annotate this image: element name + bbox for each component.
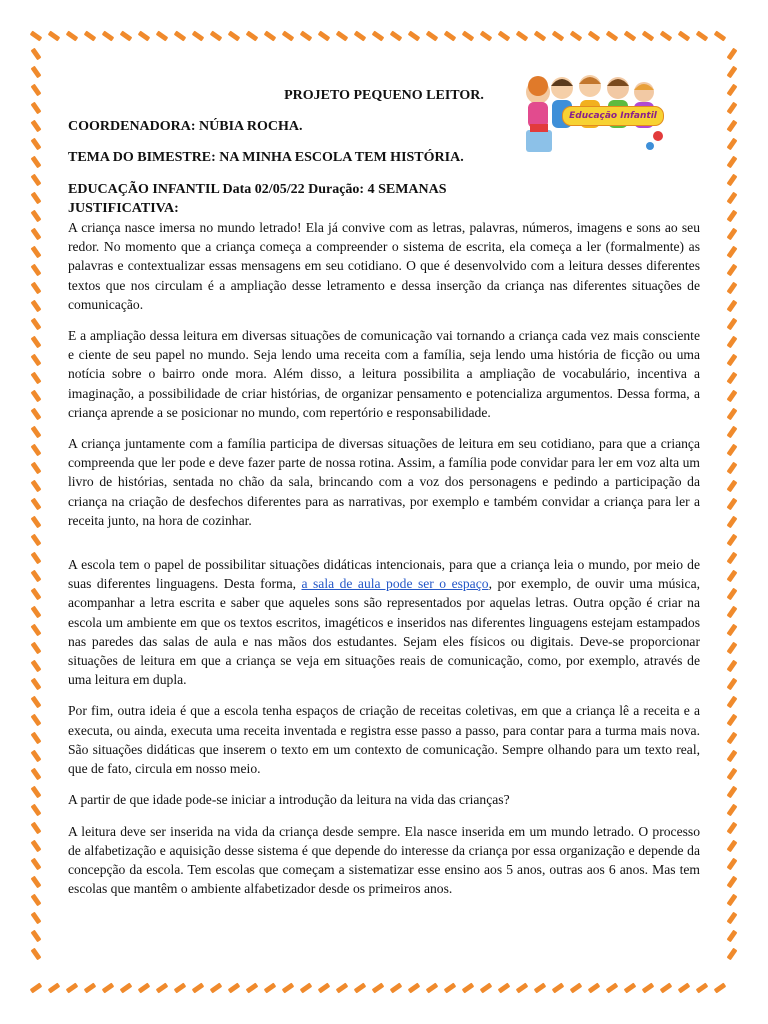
border-dash — [31, 444, 42, 457]
border-dash — [174, 31, 187, 42]
border-dash — [31, 570, 42, 583]
border-dash — [727, 570, 738, 583]
border-dash — [727, 372, 738, 385]
border-dash — [31, 300, 42, 313]
coordinator-line: COORDENADORA: NÚBIA ROCHA. — [68, 119, 303, 135]
border-dash — [390, 983, 403, 994]
border-dash — [480, 31, 493, 42]
border-dash — [31, 84, 42, 97]
border-dash — [31, 156, 42, 169]
border-dash — [31, 786, 42, 799]
border-dash — [228, 31, 241, 42]
border-dash — [138, 983, 151, 994]
border-dash — [354, 31, 367, 42]
paragraph-4-end: , por exemplo, de ouvir uma música, acompanhar a letra escrita e saber que aqueles sons são representados por aquelas letras. Outra opção é criar na escola um ambiente em que os textos escritos, imagéticos e inseridos nas diferentes linguagens estejam estampados nas paredes das salas de aula e nas mãos dos estudantes. Sejam eles físicos ou digitais. Deve-se proporcionar situações de leitura em que a criança se veja em situações reais de comunicação, como, por exemplo, através de uma leitura em dupla. — [68, 576, 700, 688]
border-dash — [30, 983, 43, 994]
border-dash — [318, 983, 331, 994]
border-dash — [727, 840, 738, 853]
border-dash — [727, 336, 738, 349]
border-dash — [31, 822, 42, 835]
border-dash — [727, 696, 738, 709]
border-dash — [534, 31, 547, 42]
border-dash — [31, 372, 42, 385]
justification-label: JUSTIFICATIVA: — [68, 200, 179, 216]
border-dash — [444, 31, 457, 42]
border-dash — [210, 983, 223, 994]
border-dash — [31, 246, 42, 259]
border-dash — [282, 983, 295, 994]
paragraph-1: A criança nasce imersa no mundo letrado! Ela já convive com as letras, palavras, números, imagens e sons ao seu redor. No momento que a criança começa a compreender o sistema de escrita, ela começa a ler (formalmente) as palavras e contextualizar essas mensagens em seu cotidiano. O que é desenvolvido com a leitura desses diferentes textos que nos circulam é a ampliação desse letramento e dessa inserção da criança nas diferentes situações de comunicação. — [68, 220, 700, 312]
paragraph-7: A leitura deve ser inserida na vida da criança desde sempre. Ela nasce inserida em um mundo letrado. O processo de alfabetização e aquisição desse sistema é que depende do interesse da criança por essa organização e depende da concepção da escola. Tem escolas que começam a sistematizar esse ensino aos 5 anos, outras aos 6 anos. Mas tem escolas que mantêm o ambiente alfabetizador desde os primeiros anos. — [68, 823, 700, 897]
border-dash — [31, 516, 42, 529]
border-dash — [552, 983, 565, 994]
border-dash — [552, 31, 565, 42]
border-dash — [534, 983, 547, 994]
border-dash — [156, 31, 169, 42]
border-dash — [264, 983, 277, 994]
border-dash — [727, 102, 738, 115]
border-dash — [84, 983, 97, 994]
border-dash — [727, 498, 738, 511]
border-dash — [714, 983, 727, 994]
paragraph-5: Por fim, outra ideia é que a escola tenha espaços de criação de receitas coletivas, em que a criança lê a receita e a executa, ou ainda, executa uma receita inventada e registra esse passo a passo, para contar para a turma mais nova. São situações didáticas que inserem o texto em um contexto de comunicação. Sempre olhando para um texto real, que de fato, circula em nosso meio. — [68, 703, 700, 777]
border-dash — [31, 696, 42, 709]
border-dash — [192, 983, 205, 994]
border-dash — [727, 264, 738, 277]
border-dash — [31, 750, 42, 763]
border-dash — [516, 983, 529, 994]
border-dash — [727, 588, 738, 601]
border-dash — [727, 786, 738, 799]
border-dash — [390, 31, 403, 42]
border-dash — [660, 983, 673, 994]
border-dash — [31, 318, 42, 331]
border-dash — [31, 426, 42, 439]
border-dash — [727, 804, 738, 817]
border-dash — [282, 31, 295, 42]
document-body — [68, 86, 700, 910]
border-dash — [727, 912, 738, 925]
border-dash — [606, 31, 619, 42]
border-dash — [300, 31, 313, 42]
border-dash — [31, 120, 42, 133]
border-dash — [588, 31, 601, 42]
paragraph-3: A criança juntamente com a família participa de diversas situações de leitura em seu cotidiano, para que a criança compreenda que ler pode e deve fazer parte de nossa rotina. Assim, a família pode convidar para ler em voz alta um livro de histórias, sentada no chão da sala, brincando com a voz dos personagens e pedindo a participação da criança na criação de desfechos diferentes para as narrativas, por exemplo e também convidar a criança para ler a receita junto, na hora de cozinhar. — [68, 436, 700, 528]
border-dash — [727, 282, 738, 295]
meta-line: EDUCAÇÃO INFANTIL Data 02/05/22 Duração: 4 SEMANAS — [68, 181, 447, 197]
paragraph-4 — [68, 555, 700, 689]
border-dash — [727, 84, 738, 97]
border-dash — [727, 246, 738, 259]
border-dash — [714, 31, 727, 42]
border-dash — [31, 462, 42, 475]
paragraph-2: E a ampliação dessa leitura em diversas situações de comunicação vai tornando a criança cada vez mais consciente e ciente de seu papel no mundo. Seja lendo uma receita com a família, seja lendo uma história de ficção ou uma notícia sobre o bairro onde mora. Além disso, a leitura possibilita a ampliação de vocabulário, incentiva a imaginação, a possibilidade de criar histórias, de organizar pensamento e potencializa argumentos. Dessa forma, a criança aprende a se posicionar no mundo, com repertório e responsabilidade. — [68, 328, 700, 420]
border-dash — [31, 210, 42, 223]
border-dash — [727, 678, 738, 691]
border-dash — [31, 588, 42, 601]
border-dash — [246, 983, 259, 994]
border-dash — [31, 282, 42, 295]
theme-line: TEMA DO BIMESTRE: NA MINHA ESCOLA TEM HISTÓRIA. — [68, 150, 464, 166]
border-dash — [408, 31, 421, 42]
border-dash — [372, 31, 385, 42]
project-title: PROJETO PEQUENO LEITOR. — [284, 88, 484, 103]
border-dash — [31, 174, 42, 187]
border-dash — [660, 31, 673, 42]
border-dash — [570, 31, 583, 42]
border-dash — [31, 660, 42, 673]
border-dash — [30, 31, 43, 42]
border-dash — [727, 876, 738, 889]
border-dash — [31, 534, 42, 547]
border-dash — [66, 983, 79, 994]
border-dash — [372, 983, 385, 994]
border-dash — [678, 31, 691, 42]
border-dash — [426, 983, 439, 994]
border-dash — [102, 31, 115, 42]
border-dash — [31, 480, 42, 493]
border-dash — [66, 31, 79, 42]
border-dash — [336, 983, 349, 994]
border-dash — [31, 498, 42, 511]
classroom-space-link[interactable]: a sala de aula pode ser o espaço — [301, 576, 489, 592]
border-dash — [336, 31, 349, 42]
border-dash — [624, 983, 637, 994]
border-dash — [642, 983, 655, 994]
border-dash — [31, 354, 42, 367]
border-dash — [727, 948, 738, 961]
border-dash — [84, 31, 97, 42]
border-dash — [727, 660, 738, 673]
border-dash — [138, 31, 151, 42]
paragraph-4-start: A escola tem o papel de possibilitar situações didáticas intencionais, para que a criança leia o mundo, por meio de suas diferentes linguagens. Desta forma, — [68, 557, 700, 592]
border-dash — [31, 192, 42, 205]
border-dash — [727, 606, 738, 619]
border-dash — [31, 48, 42, 61]
border-dash — [31, 804, 42, 817]
border-dash — [498, 983, 511, 994]
border-dash — [31, 714, 42, 727]
border-dash — [354, 983, 367, 994]
border-dash — [31, 138, 42, 151]
border-dash — [727, 894, 738, 907]
logo-label: Educação Infantil — [562, 106, 664, 126]
border-dash — [48, 983, 61, 994]
border-dash — [426, 31, 439, 42]
border-dash — [462, 31, 475, 42]
border-dash — [31, 606, 42, 619]
border-dash — [31, 894, 42, 907]
border-dash — [727, 228, 738, 241]
border-dash — [727, 480, 738, 493]
border-dash — [156, 983, 169, 994]
border-dash — [31, 390, 42, 403]
border-dash — [727, 138, 738, 151]
border-dash — [318, 31, 331, 42]
border-dash — [210, 31, 223, 42]
border-dash — [120, 983, 133, 994]
border-dash — [31, 948, 42, 961]
border-dash — [31, 930, 42, 943]
border-dash — [727, 822, 738, 835]
border-dash — [727, 390, 738, 403]
border-dash — [48, 31, 61, 42]
border-dash — [727, 930, 738, 943]
border-dash — [31, 912, 42, 925]
border-dash — [31, 768, 42, 781]
border-dash — [727, 174, 738, 187]
border-dash — [31, 858, 42, 871]
border-dash — [444, 983, 457, 994]
border-dash — [192, 31, 205, 42]
border-dash — [678, 983, 691, 994]
border-dash — [727, 48, 738, 61]
border-dash — [727, 462, 738, 475]
border-dash — [246, 31, 259, 42]
border-dash — [31, 264, 42, 277]
border-dash — [727, 300, 738, 313]
border-dash — [727, 732, 738, 745]
border-dash — [120, 31, 133, 42]
border-dash — [588, 983, 601, 994]
border-dash — [727, 624, 738, 637]
border-dash — [264, 31, 277, 42]
border-dash — [31, 66, 42, 79]
border-dash — [31, 336, 42, 349]
border-dash — [727, 318, 738, 331]
border-dash — [31, 408, 42, 421]
border-dash — [31, 624, 42, 637]
border-dash — [31, 876, 42, 889]
border-dash — [174, 983, 187, 994]
border-dash — [727, 66, 738, 79]
border-dash — [727, 552, 738, 565]
border-dash — [642, 31, 655, 42]
border-dash — [727, 156, 738, 169]
border-dash — [727, 354, 738, 367]
border-dash — [727, 120, 738, 133]
border-dash — [727, 534, 738, 547]
border-dash — [727, 858, 738, 871]
border-dash — [727, 714, 738, 727]
border-dash — [300, 983, 313, 994]
border-dash — [31, 642, 42, 655]
border-dash — [727, 426, 738, 439]
border-dash — [462, 983, 475, 994]
border-dash — [727, 408, 738, 421]
border-dash — [31, 732, 42, 745]
border-dash — [102, 983, 115, 994]
question-paragraph: A partir de que idade pode-se iniciar a introdução da leitura na vida das crianças? — [68, 792, 510, 808]
border-dash — [727, 192, 738, 205]
border-dash — [408, 983, 421, 994]
border-dash — [606, 983, 619, 994]
border-dash — [480, 983, 493, 994]
border-dash — [727, 444, 738, 457]
border-dash — [570, 983, 583, 994]
border-dash — [228, 983, 241, 994]
border-dash — [727, 750, 738, 763]
border-dash — [727, 642, 738, 655]
border-dash — [31, 552, 42, 565]
border-dash — [31, 228, 42, 241]
border-dash — [31, 840, 42, 853]
border-dash — [31, 678, 42, 691]
border-dash — [696, 983, 709, 994]
border-dash — [498, 31, 511, 42]
border-dash — [31, 102, 42, 115]
border-dash — [727, 516, 738, 529]
border-dash — [727, 768, 738, 781]
border-dash — [516, 31, 529, 42]
border-dash — [696, 31, 709, 42]
border-dash — [624, 31, 637, 42]
border-dash — [727, 210, 738, 223]
